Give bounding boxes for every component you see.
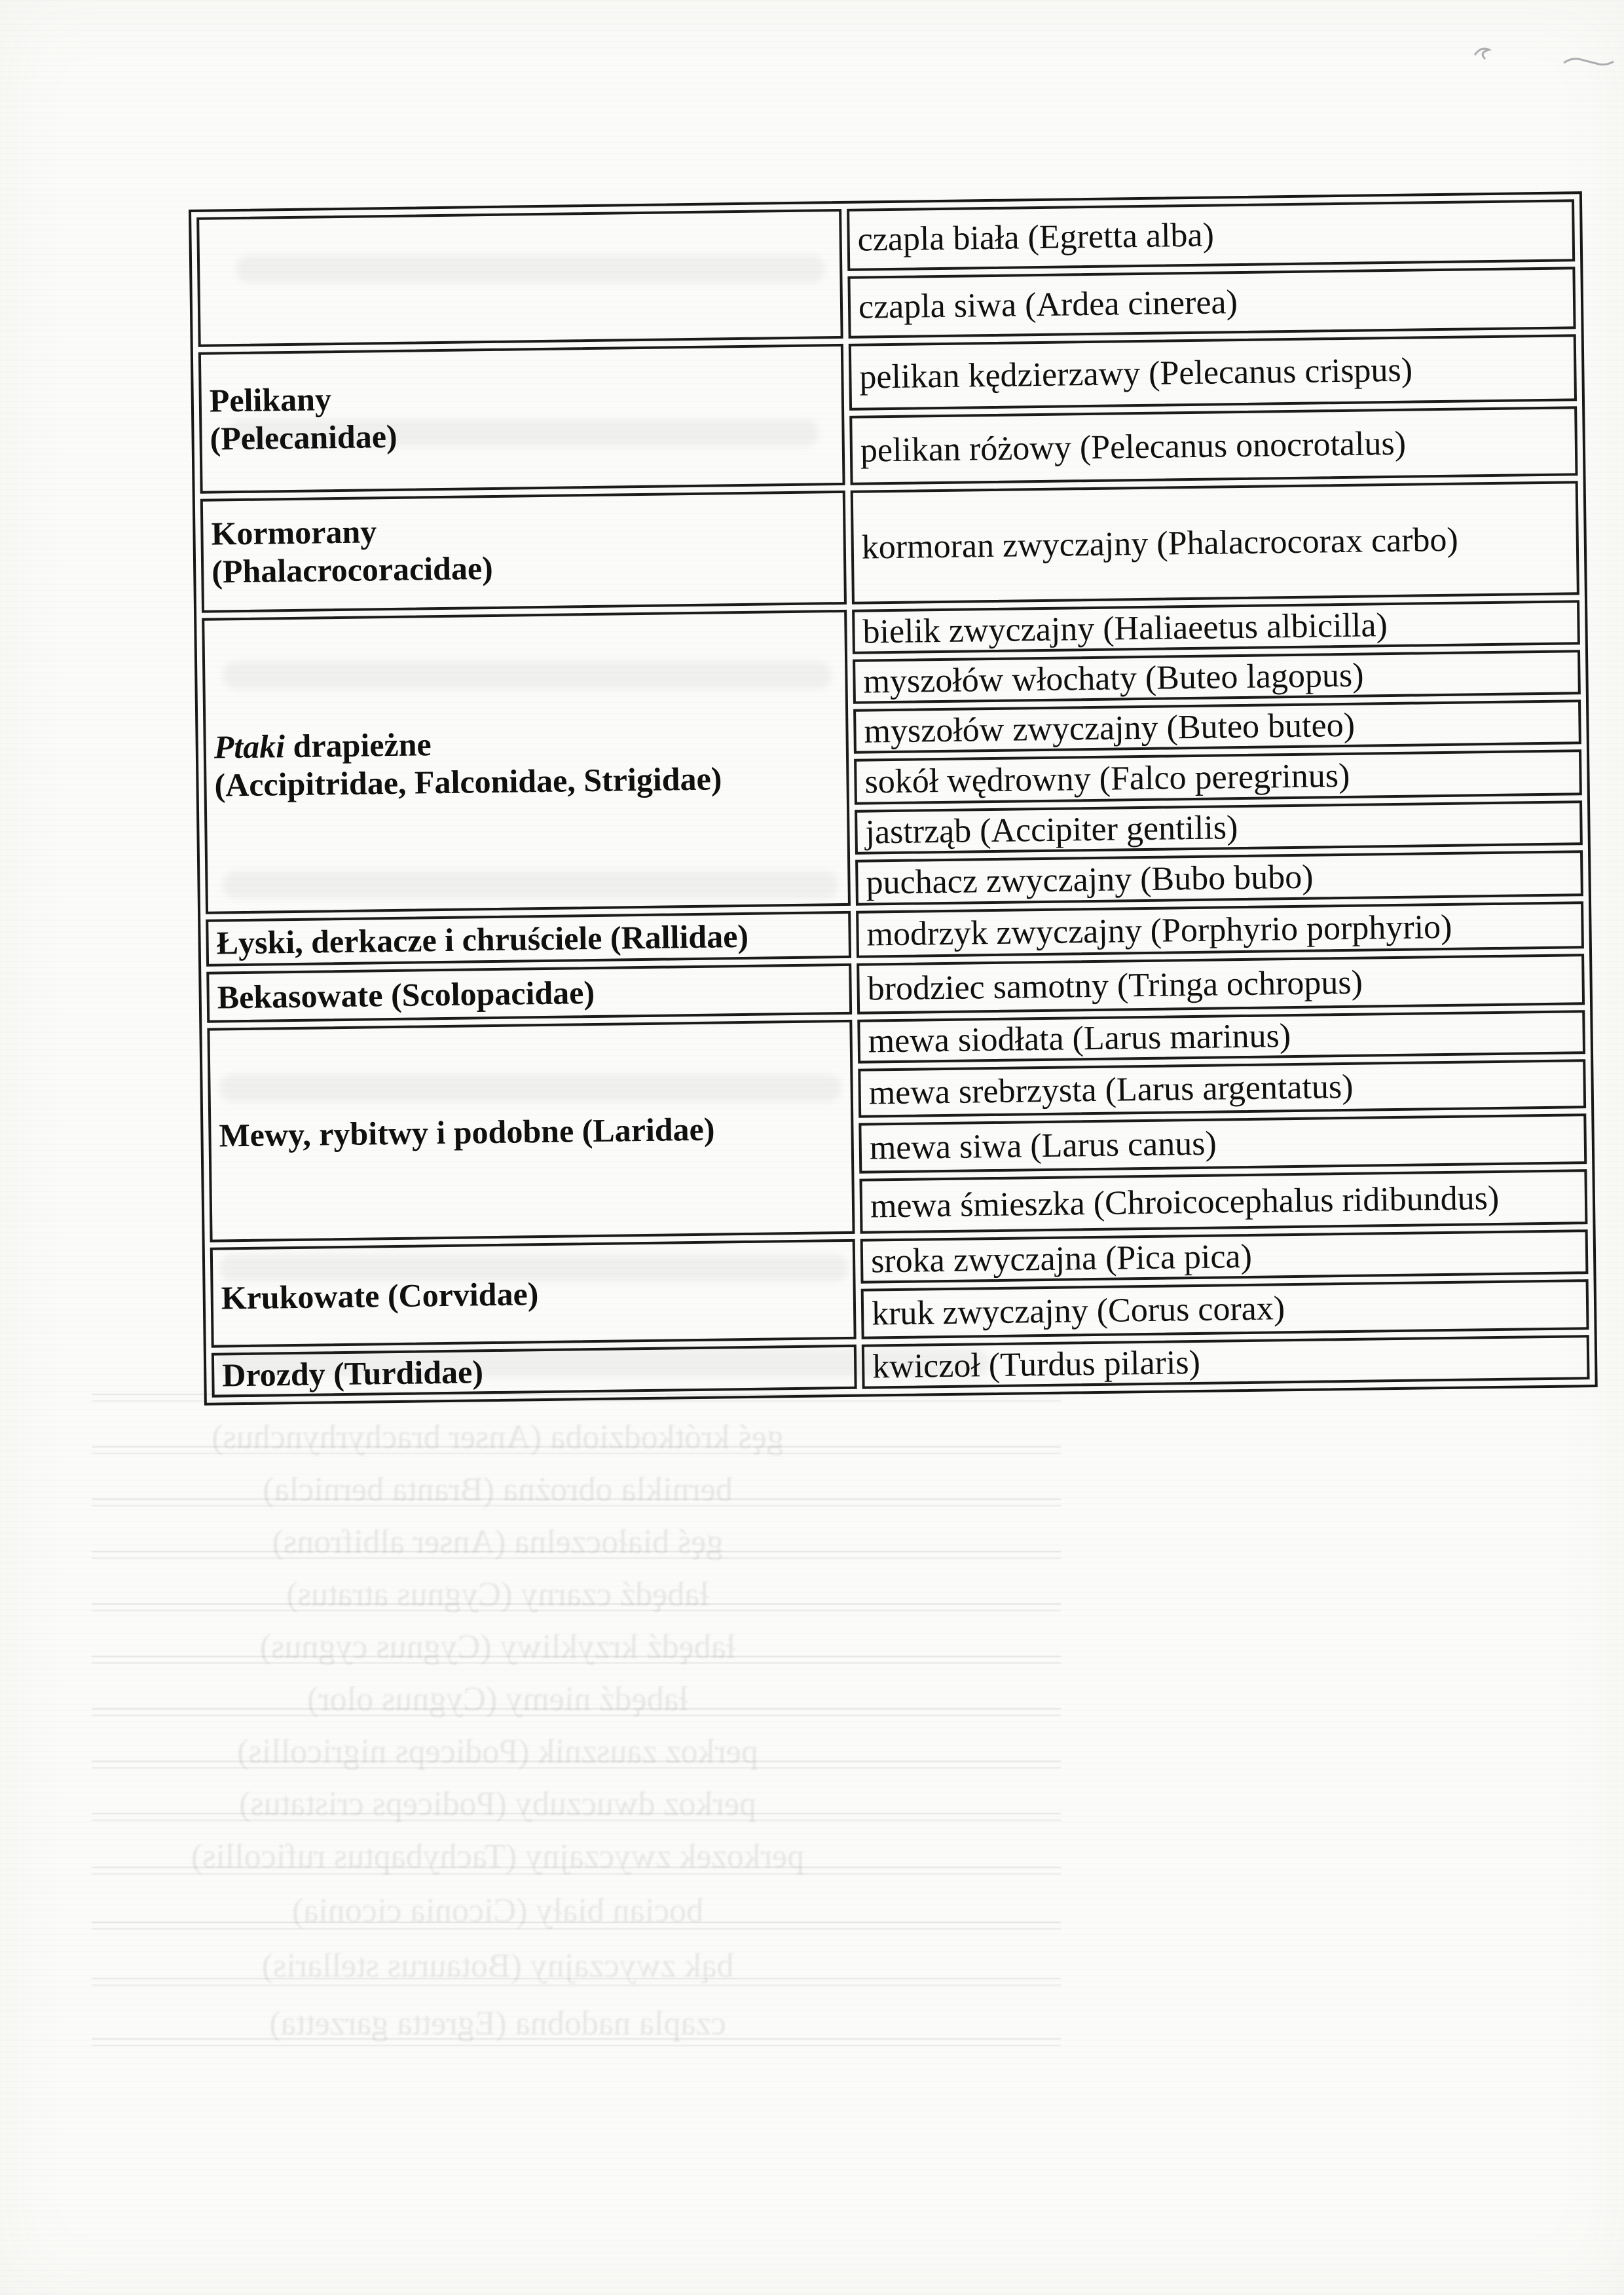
bleedthrough-rule	[92, 1551, 1061, 1559]
family-name: Mewy, rybitwy i podobne (Laridae)	[219, 1110, 715, 1154]
bleedthrough-text: gęś krótkodzioba (Anser brachyrhynchus)	[212, 1419, 784, 1456]
bleedthrough-rule	[92, 1761, 1061, 1768]
bleedthrough-text: bocian biały (Ciconia ciconia)	[291, 1892, 704, 1930]
family-name: Łyski, derkacze i chruściele (Rallidae)	[216, 917, 749, 961]
bleedthrough-text: gęś białoczelna (Anser albifrons)	[272, 1523, 724, 1561]
species-cell: modrzyk zwyczajny (Porphyrio porphyrio)	[856, 901, 1584, 958]
bird-species-table	[189, 191, 1598, 1406]
bleedthrough-rule	[92, 2038, 1061, 2046]
species-cell: pelikan kędzierzawy (Pelecanus crispus)	[849, 334, 1577, 411]
species-cell: jastrząb (Accipiter gentilis)	[855, 800, 1583, 855]
family-name: (Phalacrocoracidae)	[211, 549, 494, 590]
species-cell: kormoran zwyczajny (Phalacrocorax carbo)	[851, 481, 1579, 605]
species-cell: sroka zwyczajna (Pica pica)	[860, 1229, 1589, 1284]
family-cell	[198, 344, 845, 494]
bleedthrough-rule	[92, 1708, 1061, 1716]
bleedthrough-text: perkoz zausznik (Podiceps nigricollis)	[237, 1733, 758, 1770]
family-name: (Accipitridae, Falconidae, Strigidae)	[214, 760, 722, 804]
family-name: Krukowate (Corvidae)	[221, 1275, 539, 1316]
species-cell: puchacz zwyczajny (Bubo bubo)	[855, 850, 1583, 906]
bleedthrough-text: perkozek zwyczajny (Tachybaptus ruficollis)	[191, 1838, 805, 1875]
bleedthrough-rule	[92, 1813, 1061, 1821]
family-name: (Pelecanidae)	[210, 417, 397, 457]
bleedthrough-rule	[92, 1656, 1061, 1664]
bleedthrough-text: łabędź krzykliwy (Cygnus cygnus)	[259, 1628, 736, 1666]
bleedthrough-rule	[92, 1922, 1061, 1930]
species-cell: mewa siodłata (Larus marinus)	[857, 1010, 1585, 1064]
table-row	[200, 481, 1579, 613]
family-name: Drozdy (Turdidae)	[221, 1353, 484, 1394]
species-cell: mewa siwa (Larus canus)	[858, 1113, 1587, 1174]
family-cell	[196, 209, 843, 347]
family-name: Ptaki drapieżne	[213, 726, 432, 766]
species-cell: kruk zwyczajny (Corus corax)	[861, 1279, 1589, 1339]
species-cell: bielik zwyczajny (Haliaeetus albicilla)	[852, 600, 1580, 654]
species-cell: brodziec samotny (Tringa ochropus)	[857, 954, 1585, 1015]
species-cell: kwiczoł (Turdus pilaris)	[862, 1335, 1590, 1389]
family-cell	[206, 963, 852, 1023]
family-cell	[206, 911, 851, 967]
pencil-mark	[1559, 39, 1624, 85]
species-cell: czapla biała (Egretta alba)	[847, 199, 1575, 271]
bleedthrough-text: bernikla obrożna (Branta bernicla)	[263, 1471, 733, 1508]
bleedthrough-rule	[92, 1499, 1061, 1506]
species-cell: myszołów włochaty (Buteo lagopus)	[853, 650, 1581, 704]
species-cell: sokół wędrowny (Falco peregrinus)	[854, 749, 1582, 805]
family-cell	[212, 1345, 857, 1398]
bleedthrough-text: bąk zwyczajny (Botaurus stellaris)	[261, 1947, 734, 1985]
bleedthrough-rule	[92, 1603, 1061, 1611]
bleedthrough-rule	[92, 1446, 1061, 1454]
table-row	[196, 199, 1575, 280]
table-row	[198, 334, 1577, 419]
species-cell: czapla siwa (Ardea cinerea)	[847, 267, 1576, 339]
species-cell: mewa śmieszka (Chroicocephalus ridibundus)	[859, 1169, 1587, 1234]
bleedthrough-text: perkoz dwuczuby (Podiceps cristatus)	[239, 1785, 756, 1823]
family-cell	[210, 1239, 857, 1348]
bleedthrough-text: czapla nadobna (Egretta garzetta)	[269, 2005, 726, 2042]
species-cell: pelikan różowy (Pelecanus onocrotalus)	[849, 406, 1578, 485]
bleedthrough-rule	[92, 1867, 1061, 1875]
family-name: Kormorany	[211, 513, 377, 552]
family-cell	[207, 1020, 855, 1242]
family-cell	[200, 491, 847, 613]
species-cell: myszołów zwyczajny (Buteo buteo)	[853, 700, 1581, 754]
bleedthrough-text: łabędź czarny (Cygnus atratus)	[286, 1576, 709, 1613]
bleedthrough-text: łabędź niemy (Cygnus olor)	[307, 1681, 688, 1718]
pencil-mark	[1467, 26, 1545, 79]
bleedthrough-rule	[92, 1978, 1061, 1986]
species-cell: mewa srebrzysta (Larus argentatus)	[858, 1059, 1586, 1118]
family-name: Bekasowate (Scolopacidae)	[217, 973, 595, 1016]
family-cell	[202, 610, 851, 914]
family-name: Pelikany	[209, 381, 332, 419]
